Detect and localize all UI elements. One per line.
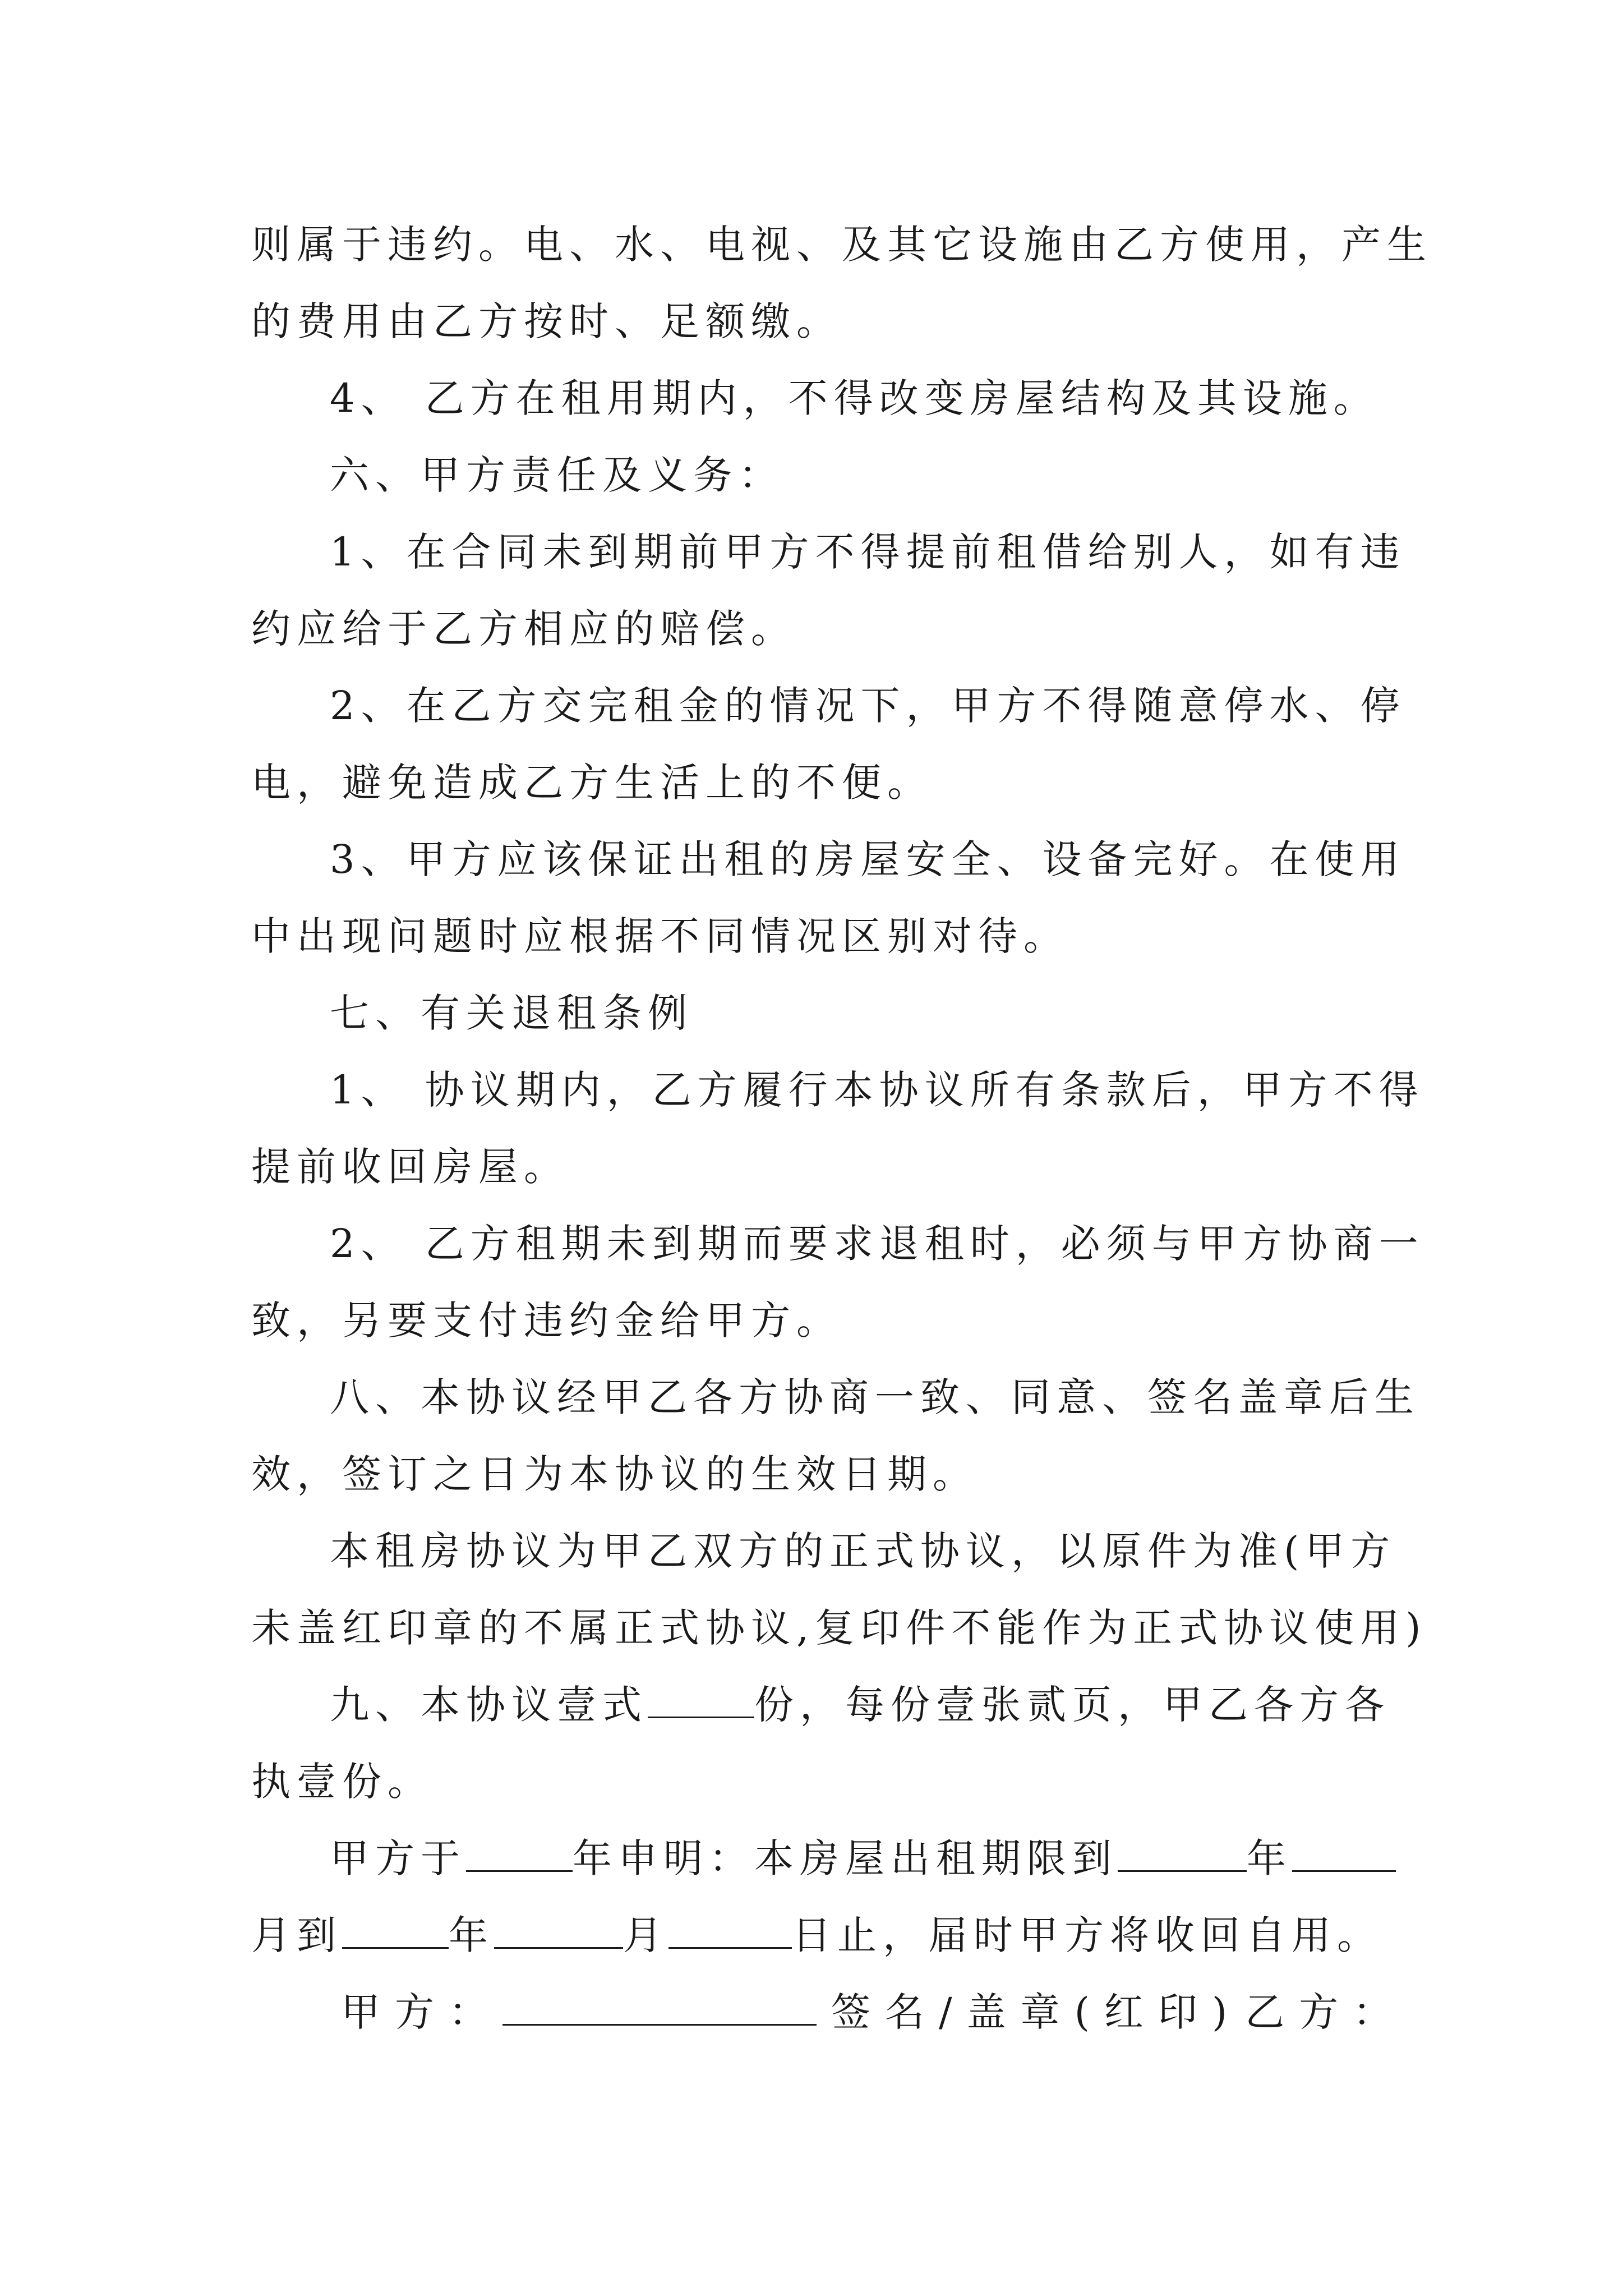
- paragraph-line: 七、有关退租条例: [330, 990, 693, 1036]
- inline-text: 年申明：本房屋出租期限到: [573, 1835, 1118, 1881]
- paragraph-line: 未盖红印章的不属正式协议,复印件不能作为正式协议使用): [251, 1605, 1427, 1651]
- paragraph-line: 效，签订之日为本协议的生效日期。: [251, 1451, 978, 1497]
- paragraph-line: 则属于违约。电、水、电视、及其它设施由乙方使用，产生: [251, 222, 1432, 268]
- inline-text: 日止，届时甲方将收回自用。: [792, 1912, 1382, 1958]
- clause-paragraph: [251, 975, 1373, 1052]
- clause-paragraph: [251, 1052, 1424, 1205]
- paragraph-line: 1、 协议期内，乙方履行本协议所有条款后，甲方不得: [330, 1067, 1424, 1113]
- paragraph-line: 约应给于乙方相应的赔偿。: [251, 606, 796, 652]
- paragraph-line: 中出现问题时应根据不同情况区别对待。: [251, 913, 1069, 959]
- inline-text: 月: [623, 1912, 668, 1958]
- inline-text: 月到: [251, 1912, 342, 1958]
- paragraph-line: 2、 乙方租期未到期而要求退租时，必须与甲方协商一: [330, 1221, 1424, 1267]
- fill-in-blank[interactable]: [466, 1837, 573, 1872]
- clause-paragraph: [251, 360, 1379, 437]
- lease-term-declaration: [251, 1820, 1382, 1974]
- inline-text: 乙方：: [1245, 1989, 1407, 2035]
- fill-in-blank[interactable]: [502, 1990, 817, 2026]
- fill-in-blank[interactable]: [1118, 1837, 1247, 1872]
- inline-text: 份，每份壹张贰页，甲乙各方各: [754, 1682, 1390, 1728]
- paragraph-line: 的费用由乙方按时、足额缴。: [251, 298, 842, 344]
- clause-paragraph: [251, 1513, 1427, 1667]
- fill-in-blank[interactable]: [648, 1683, 754, 1718]
- inline-text: 甲方于: [330, 1835, 466, 1881]
- clause-paragraph: [251, 1205, 1424, 1359]
- paragraph-line: 八、本协议经甲乙各方协商一致、同意、签名盖章后生: [330, 1374, 1420, 1420]
- clause-paragraph: [251, 1359, 1420, 1513]
- clause-paragraph: [251, 206, 1432, 360]
- fill-in-blank[interactable]: [1292, 1837, 1396, 1872]
- inline-text: 执壹份。: [251, 1759, 433, 1805]
- copies-clause: [251, 1667, 1390, 1820]
- paragraph-line: 提前收回房屋。: [251, 1144, 569, 1190]
- paragraph-line: 致，另要支付违约金给甲方。: [251, 1297, 842, 1343]
- paragraph-line: 本租房协议为甲乙双方的正式协议，以原件为准(甲方: [330, 1528, 1396, 1574]
- paragraph-line: 2、在乙方交完租金的情况下，甲方不得随意停水、停: [330, 683, 1406, 729]
- clause-paragraph: [251, 514, 1406, 668]
- paragraph-line: 1、在合同未到期前甲方不得提前租借给别人，如有违: [330, 529, 1406, 575]
- paragraph-line: 电，避免造成乙方生活上的不便。: [251, 760, 933, 806]
- clause-paragraph: [251, 437, 1373, 514]
- clause-paragraph: [251, 821, 1406, 975]
- inline-text: 甲方：: [341, 1989, 502, 2035]
- paragraph-line: 4、 乙方在租用期内，不得改变房屋结构及其设施。: [330, 375, 1379, 421]
- signature-line: [251, 1974, 1407, 2051]
- inline-text: 签名/盖章(红印): [831, 1989, 1242, 2035]
- paragraph-line: 3、甲方应该保证出租的房屋安全、设备完好。在使用: [330, 836, 1406, 882]
- inline-text: 年: [449, 1912, 494, 1958]
- paragraph-line: 六、甲方责任及义务：: [330, 452, 784, 498]
- fill-in-blank[interactable]: [668, 1913, 792, 1949]
- document-body: [251, 206, 1432, 2051]
- clause-paragraph: [251, 668, 1406, 821]
- inline-text: 年: [1247, 1835, 1292, 1881]
- fill-in-blank[interactable]: [494, 1913, 623, 1949]
- inline-text: 九、本协议壹式: [330, 1682, 648, 1728]
- fill-in-blank[interactable]: [342, 1913, 449, 1949]
